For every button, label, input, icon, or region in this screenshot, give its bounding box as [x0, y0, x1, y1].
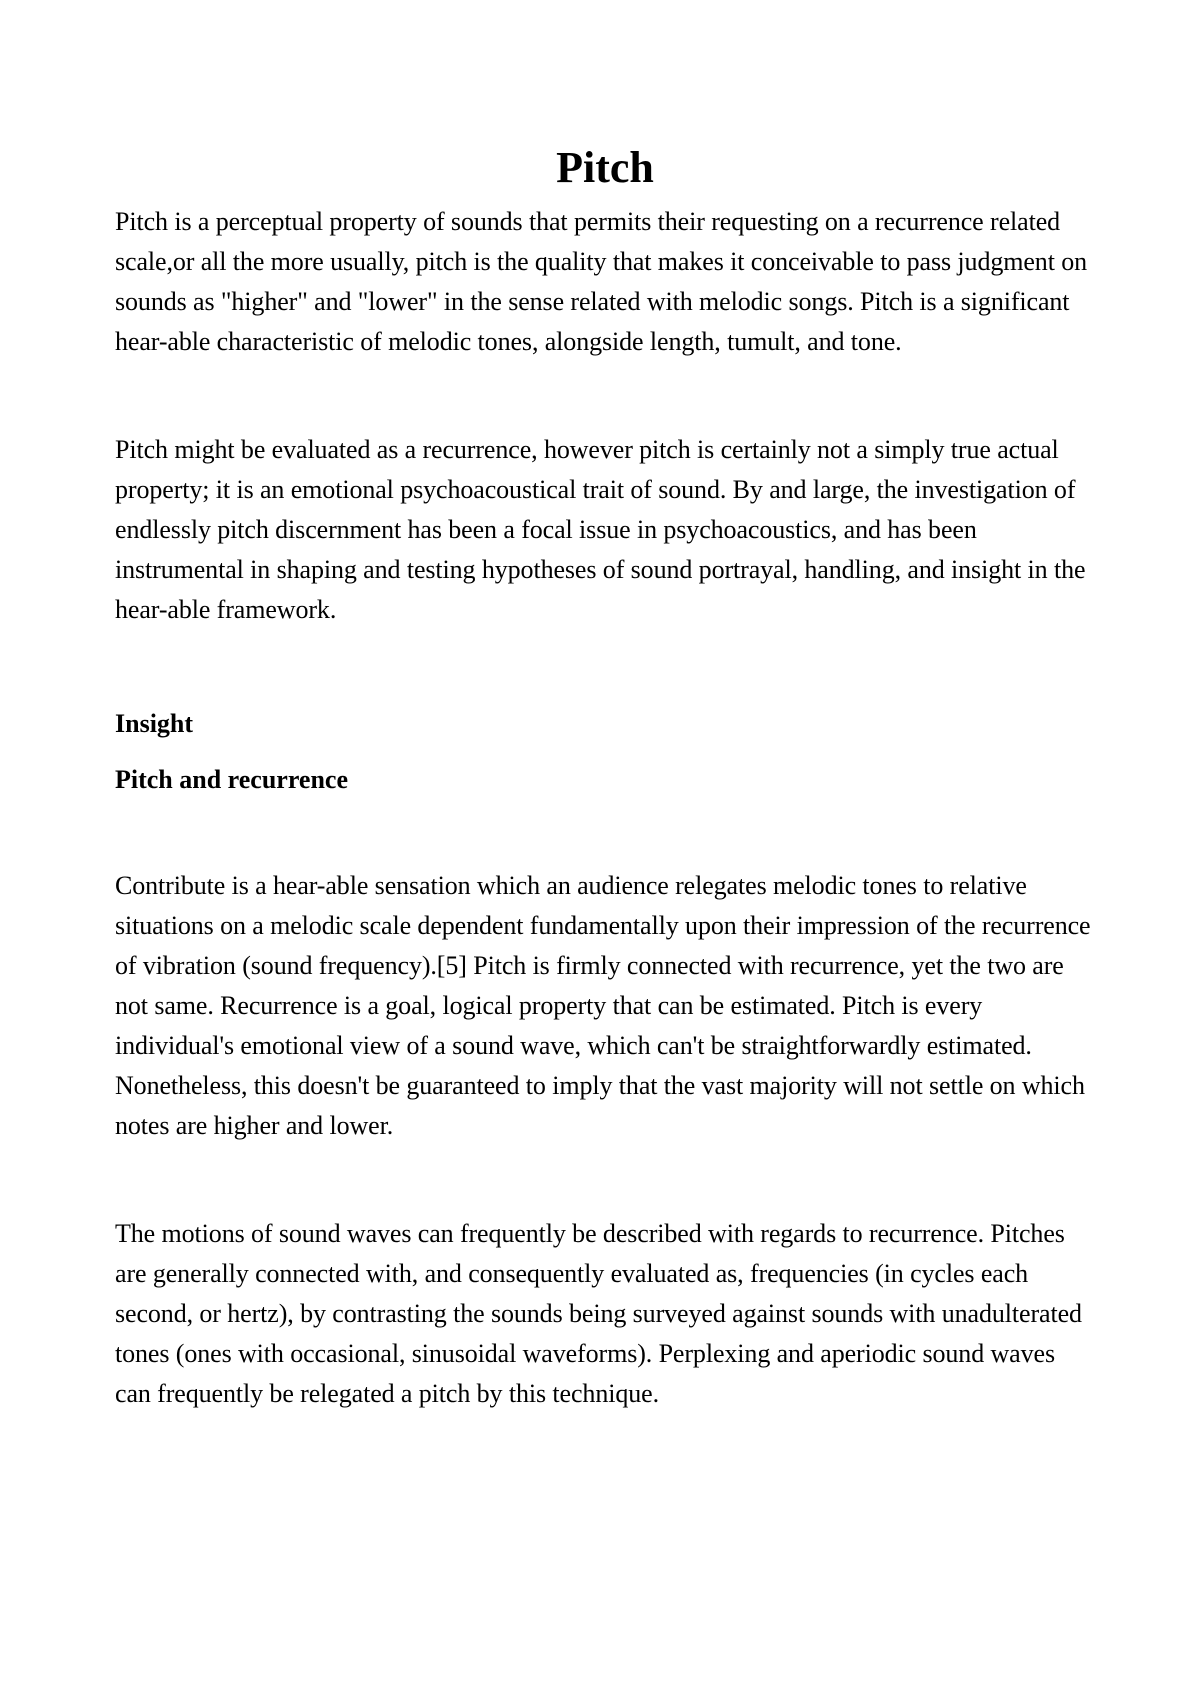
section-heading-insight: Insight [115, 709, 194, 738]
subsection-heading-pitch-and-recurrence: Pitch and recurrence [115, 765, 348, 794]
spacer [115, 744, 1095, 760]
spacer [115, 362, 1095, 430]
paragraph-sensation: Contribute is a hear-able sensation which an audience relegates melodic tones to relative situations on a melodic scale dependent fundamentally upon their impression of the recurrence of vibration (sound frequency).[5] Pitch is firmly connected with recurrence, yet the two are not same. Recurrence is a goal, logical property that can be estimated. Pitch is every individual's emotional view of a sound wave, which can't be straightforwardly estimated. Nonetheless, this doesn't be guaranteed to imply that the vast majority will not settle on which notes are higher and lower. [115, 871, 1091, 1140]
page-title: Pitch [556, 143, 654, 192]
paragraph-evaluation: Pitch might be evaluated as a recurrence, however pitch is certainly not a simply true actual property; it is an emotional psychoacoustical trait of sound. By and large, the investigation of endlessly pitch discernment has been a focal issue in psychoacoustics, and has been instrumental in shaping and testing hypotheses of sound portrayal, handling, and insight in the hear-able framework. [115, 435, 1086, 624]
document-page [115, 138, 1095, 1414]
paragraph-intro: Pitch is a perceptual property of sounds that permits their requesting on a recurrence related scale,or all the more usually, pitch is the quality that makes it conceivable to pass judgment on sounds as "higher" and "lower" in the sense related with melodic songs. Pitch is a significant hear-able characteristic of melodic tones, alongside length, tumult, and tone. [115, 207, 1088, 356]
spacer [115, 630, 1095, 704]
spacer [115, 1146, 1095, 1214]
paragraph-sound-waves: The motions of sound waves can frequently be described with regards to recurrence. Pitches are generally connected with, and consequently evaluated as, frequencies (in cycles each second, or hertz), by contrasting the sounds being surveyed against sounds with unadulterated tones (ones with occasional, sinusoidal waveforms). Perplexing and aperiodic sound waves can frequently be relegated a pitch by this technique. [115, 1219, 1082, 1408]
spacer [115, 800, 1095, 866]
